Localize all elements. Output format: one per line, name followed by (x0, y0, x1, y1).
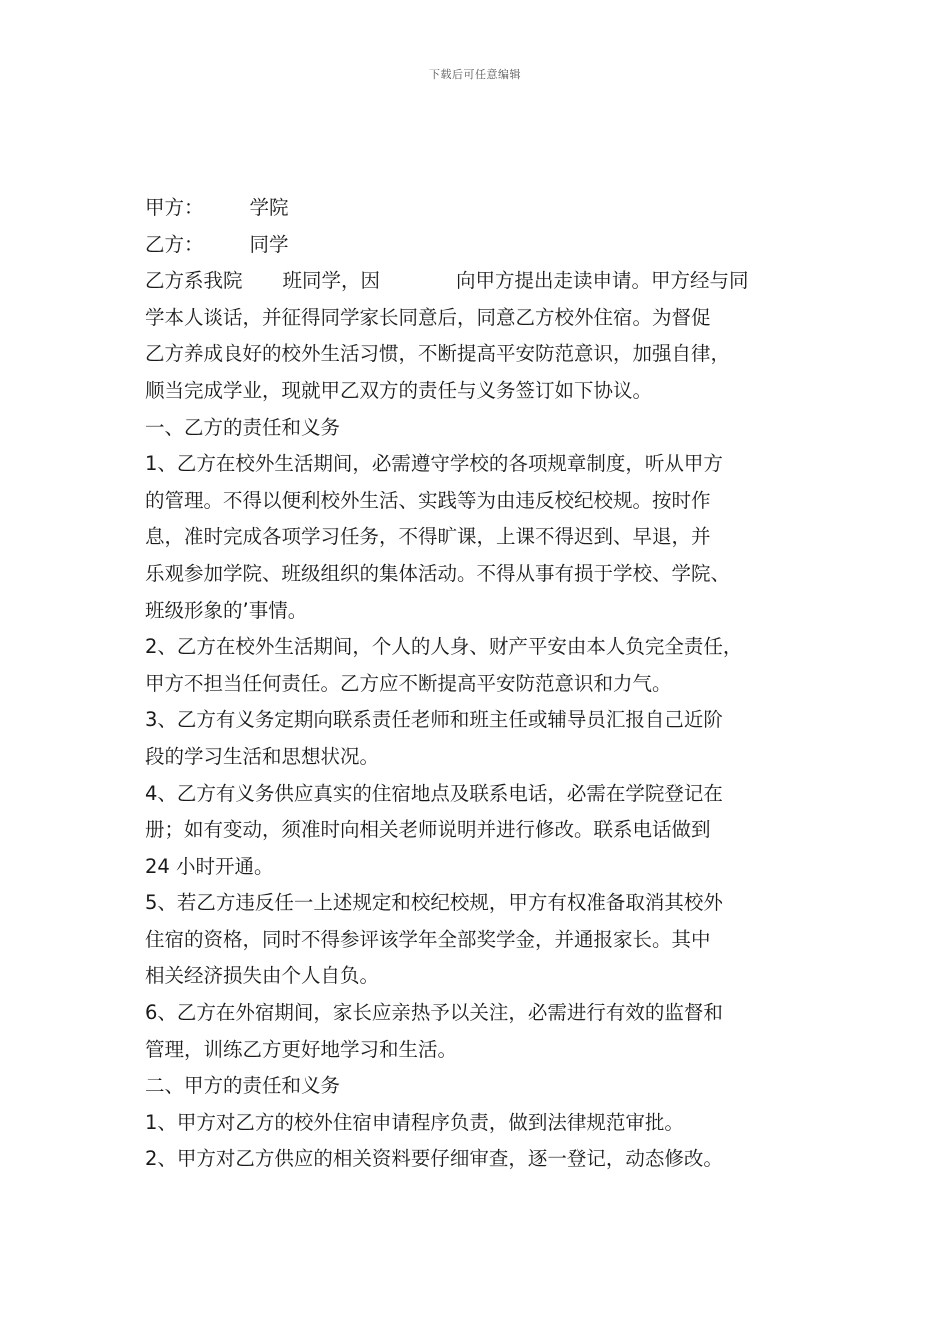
party-b-label: 乙方： (145, 232, 204, 256)
intro-line-2: 学本人谈话，并征得同学家长同意后，同意乙方校外住宿。为督促 (145, 305, 711, 329)
section-1-line: 册；如有变动，须准时向相关老师说明并进行修改。联系电话做到 (145, 818, 711, 842)
intro-line-1 (145, 263, 825, 300)
section-1-line: 的管理。不得以便利校外生活、实践等为由违反校纪校规。按时作 (145, 488, 711, 512)
section-1-line: 甲方不担当任何责任。乙方应不断提高平安防范意识和力气。 (145, 671, 672, 695)
party-a-line (145, 190, 825, 227)
section-1-heading: 一、乙方的责任和义务 (145, 415, 341, 439)
section-1-line: 6、乙方在外宿期间，家长应亲热予以关注，必需进行有效的监督和 (145, 1001, 723, 1025)
intro-line-3: 乙方养成良好的校外生活习惯，不断提高平安防范意识，加强自律， (145, 342, 731, 366)
page-header: 下载后可任意编辑 (429, 68, 521, 81)
section-2-line: 1、甲方对乙方的校外住宿申请程序负责，做到法律规范审批。 (145, 1110, 684, 1134)
section-1-line: 5、若乙方违反任一上述规定和校纪校规，甲方有权准备取消其校外 (145, 891, 723, 915)
section-1-line: 相关经济损失由个人自负。 (145, 964, 380, 988)
intro-text: 乙方系我院 (145, 269, 243, 293)
intro-text: 班同学，因 (282, 269, 381, 293)
section-1-line: 住宿的资格，同时不得参评该学年全部奖学金，并通报家长。其中 (145, 927, 711, 951)
party-b-value: 同学 (249, 232, 289, 256)
intro-text: 向甲方提出走读申请。甲方经与同 (456, 269, 749, 293)
section-1-line: 2、乙方在校外生活期间，个人的人身、财产平安由本人负完全责任， (145, 635, 743, 659)
section-1-line: 息，准时完成各项学习任务，不得旷课，上课不得迟到、早退，并 (145, 525, 711, 549)
section-1-line: 乐观参加学院、班级组织的集体活动。不得从事有损于学校、学院、 (145, 561, 731, 585)
party-a-label: 甲方： (145, 196, 204, 219)
section-1-line: 3、乙方有义务定期向联系责任老师和班主任或辅导员汇报自己近阶 (145, 708, 723, 732)
intro-line-4: 顺当完成学业，现就甲乙双方的责任与义务签订如下协议。 (145, 378, 653, 402)
party-a-value: 学院 (249, 196, 289, 219)
section-1-line: 24 小时开通。 (145, 854, 274, 878)
document-body (145, 190, 825, 1178)
section-1-line: 管理，训练乙方更好地学习和生活。 (145, 1037, 458, 1061)
section-1-line: 班级形象的’事情。 (145, 598, 308, 622)
section-1-line: 4、乙方有义务供应真实的住宿地点及联系电话，必需在学院登记在 (145, 781, 723, 805)
section-2-heading: 二、甲方的责任和义务 (145, 1074, 341, 1098)
party-b-line (145, 227, 825, 264)
section-2-line: 2、甲方对乙方供应的相关资料要仔细审查，逐一登记，动态修改。 (145, 1147, 723, 1171)
section-1-line: 段的学习生活和思想状况。 (145, 744, 380, 768)
section-1-line: 1、乙方在校外生活期间，必需遵守学校的各项规章制度，听从甲方 (145, 452, 723, 476)
